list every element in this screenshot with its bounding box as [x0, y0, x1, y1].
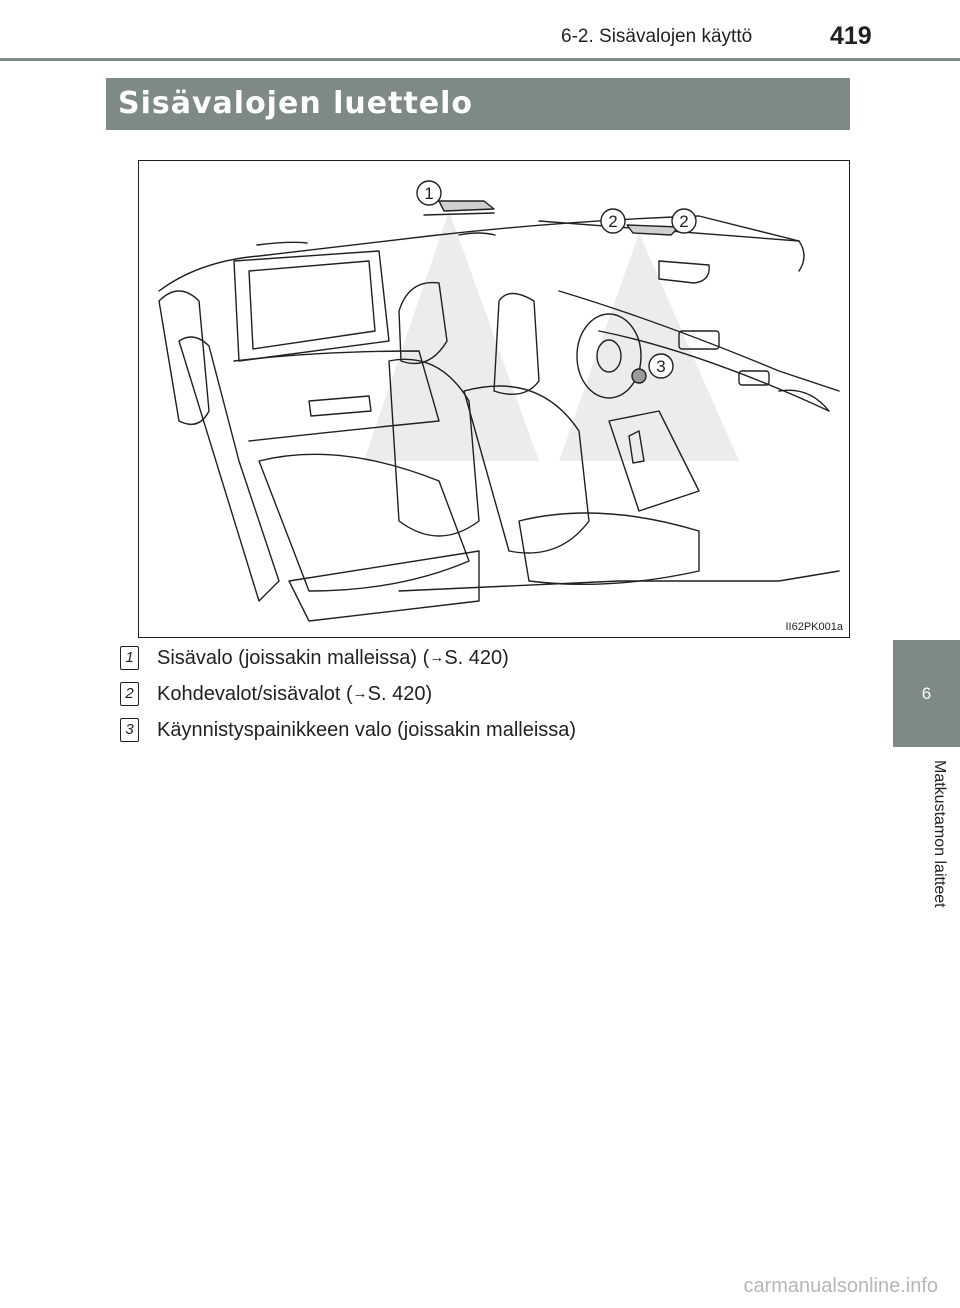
callout-2b: 2 [679, 212, 689, 231]
car-interior-illustration [139, 161, 849, 637]
figure-code: II62PK001a [785, 621, 843, 633]
chapter-tab[interactable]: 6 [893, 640, 960, 747]
page-number: 419 [830, 22, 872, 50]
arrow-right-icon: → [429, 648, 445, 666]
legend-text: Käynnistyspainikkeen valo (joissakin malleissa) [157, 718, 577, 741]
callout-3: 3 [656, 357, 666, 376]
legend-item [120, 644, 509, 672]
running-header-section: 6-2. Sisävalojen käyttö [561, 26, 753, 47]
legend-number: 1 [120, 646, 139, 670]
legend-item [120, 716, 576, 744]
callout-2a: 2 [608, 212, 618, 231]
legend-text: Kohdevalot/sisävalot (→S. 420) [157, 682, 433, 705]
interior-lights-figure [138, 160, 850, 638]
section-banner [106, 78, 850, 130]
callout-1: 1 [424, 184, 434, 203]
legend-item [120, 680, 432, 708]
arrow-right-icon: → [352, 684, 368, 702]
chapter-tab-title: Matkustamon laitteet [931, 760, 948, 908]
watermark: carmanualsonline.info [743, 1275, 938, 1297]
legend-text: Sisävalo (joissakin malleissa) (→S. 420) [157, 646, 509, 669]
header-rule [0, 58, 960, 61]
legend-number: 2 [120, 682, 139, 706]
legend-number: 3 [120, 718, 139, 742]
section-title: Sisävalojen luettelo [118, 86, 474, 121]
